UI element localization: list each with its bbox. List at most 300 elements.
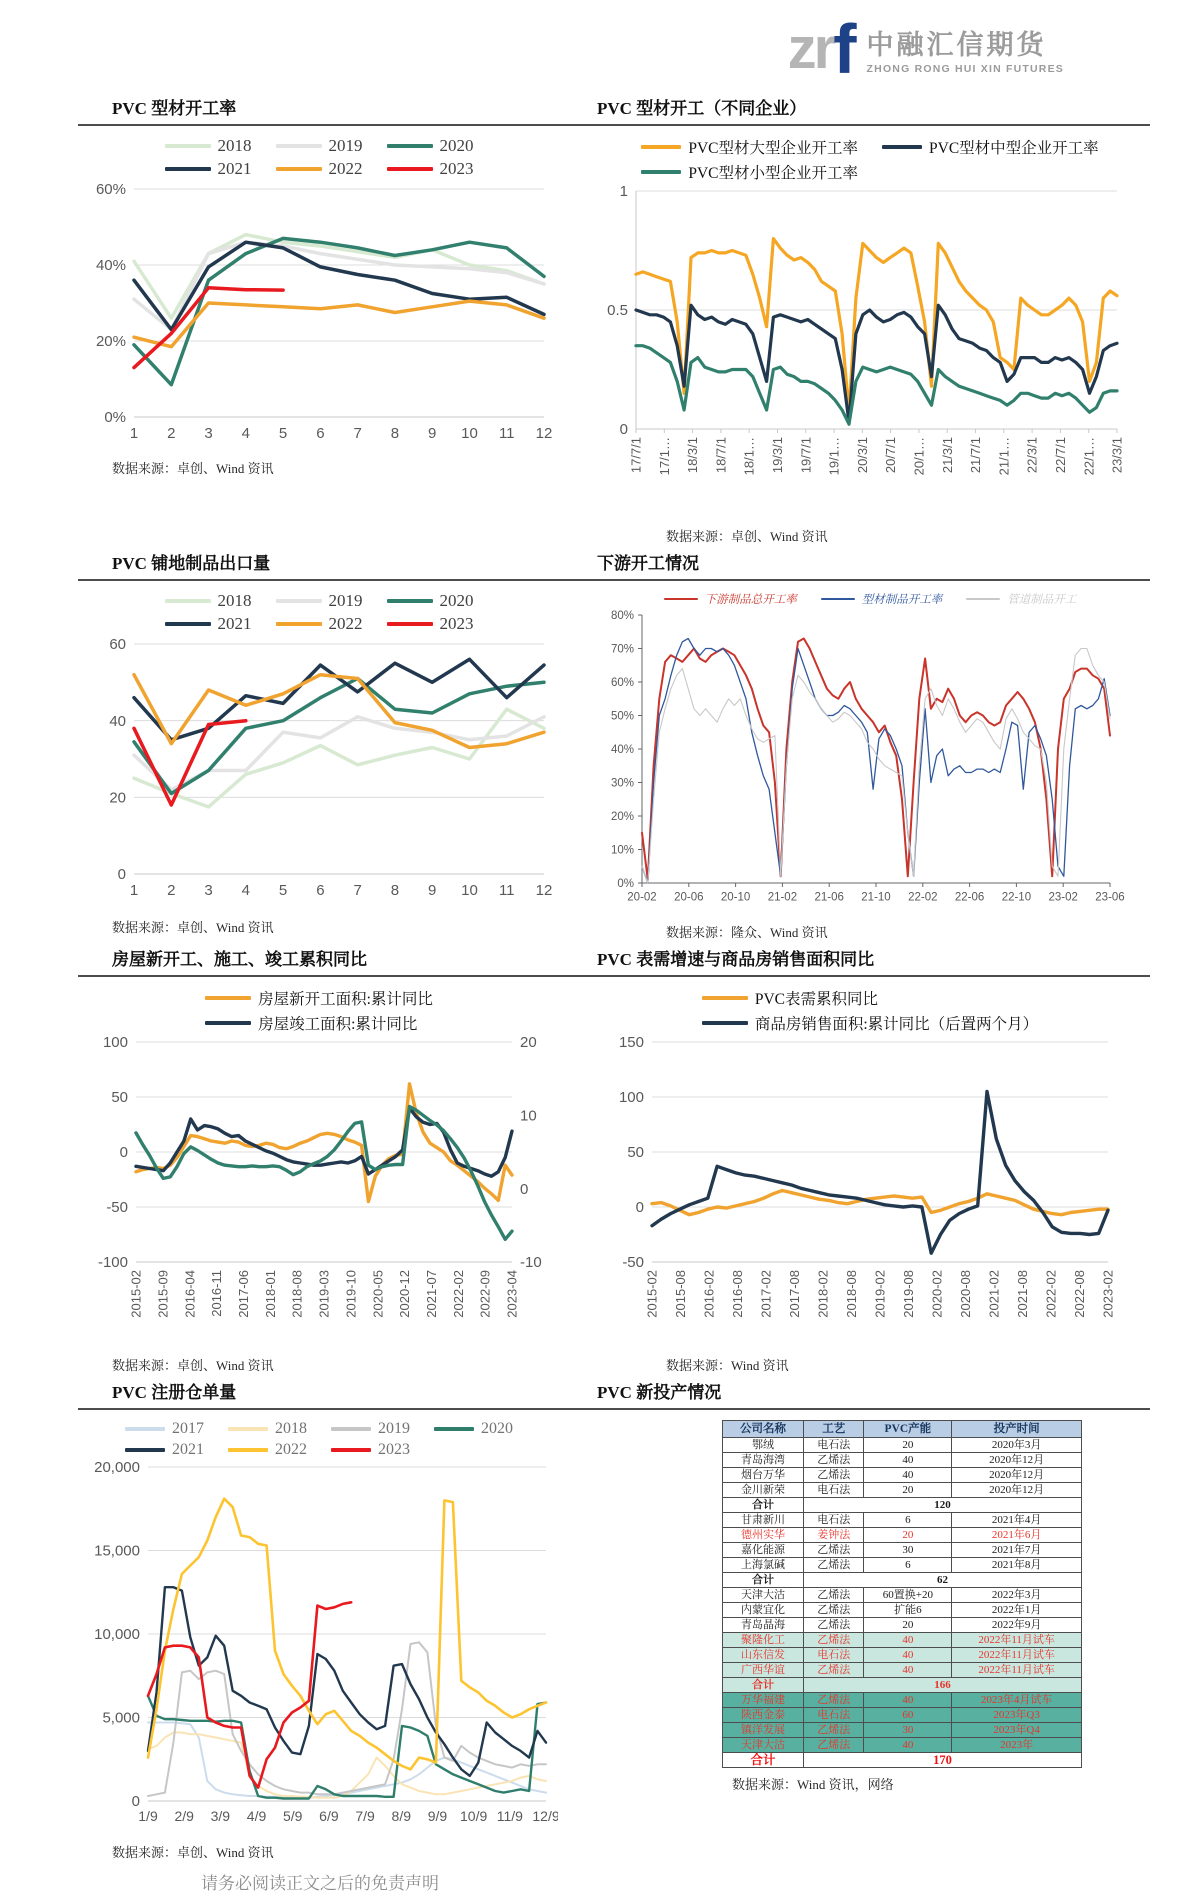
svg-text:8/9: 8/9: [391, 1808, 412, 1824]
legend-swatch: [125, 1427, 165, 1431]
svg-text:20%: 20%: [610, 810, 634, 823]
logo-zr: zr: [787, 16, 834, 81]
chart-pvc-flooring-export: [80, 591, 558, 911]
svg-text:11/9: 11/9: [496, 1808, 523, 1824]
svg-text:2020-05: 2020-05: [370, 1270, 386, 1318]
chart-title-pvc-flooring-export: PVC 铺地制品出口量: [112, 554, 271, 573]
legend-item: [702, 987, 1038, 1009]
svg-text:10: 10: [461, 882, 478, 899]
svg-text:100: 100: [102, 1034, 128, 1052]
svg-text:60%: 60%: [610, 676, 634, 689]
table-cell: 烟台万华: [723, 1468, 804, 1483]
legend-label: 2018: [217, 136, 252, 155]
svg-text:5/9: 5/9: [282, 1808, 303, 1824]
legend-swatch: [641, 170, 681, 174]
legend-swatch: [387, 144, 433, 148]
svg-text:9/9: 9/9: [427, 1808, 448, 1824]
svg-text:2019-03: 2019-03: [316, 1270, 332, 1318]
table-cell: 嘉化能源: [723, 1543, 804, 1558]
table-cell: 2020年12月: [952, 1483, 1082, 1498]
legend-swatch: [664, 598, 698, 601]
legend-item: [276, 136, 363, 156]
table-row: [723, 1663, 1082, 1678]
table-cell: 20: [864, 1438, 952, 1453]
table-cell: 2023年Q4: [952, 1723, 1082, 1738]
svg-text:5: 5: [278, 882, 288, 899]
table-cell: 电石法: [804, 1483, 864, 1498]
legend-item: [387, 136, 474, 156]
legend-label: 房屋新开工面积:累计同比: [258, 991, 433, 1008]
svg-text:2017-08: 2017-08: [787, 1270, 803, 1318]
table-cell: 金川新荣: [723, 1483, 804, 1498]
table-cell: 2022年11月试车: [952, 1633, 1082, 1648]
svg-text:11: 11: [498, 425, 515, 442]
table-cell: 乙烯法: [804, 1453, 864, 1468]
table-cell: 合计: [723, 1573, 804, 1588]
svg-text:7: 7: [353, 882, 362, 899]
legend-item: [434, 1420, 513, 1438]
table-cell: 40: [864, 1633, 952, 1648]
legend-item: [966, 591, 1076, 607]
svg-text:21/1…: 21/1…: [996, 437, 1012, 476]
legend-swatch: [165, 167, 211, 171]
svg-text:40: 40: [109, 712, 126, 730]
svg-text:2016-08: 2016-08: [730, 1270, 746, 1318]
legend-label: 2022: [328, 159, 363, 178]
legend-label: 型材制品开工率: [861, 594, 943, 606]
svg-text:10: 10: [520, 1107, 537, 1125]
table-row: [723, 1453, 1082, 1468]
svg-text:15,000: 15,000: [94, 1542, 140, 1560]
chart-legend: [590, 136, 1150, 183]
svg-text:2022-09: 2022-09: [477, 1270, 493, 1318]
legend-item: [387, 591, 474, 611]
svg-text:2020-08: 2020-08: [958, 1270, 974, 1318]
data-source-label: 数据来源：卓创、Wind 资讯: [666, 529, 828, 544]
svg-text:2018-08: 2018-08: [289, 1270, 305, 1318]
legend-label: PVC型材小型企业开工率: [688, 165, 858, 182]
svg-text:0.5: 0.5: [607, 302, 628, 320]
table-cell: 鄂绒: [723, 1438, 804, 1453]
svg-text:2018-01: 2018-01: [262, 1270, 278, 1318]
table-cell: 40: [864, 1663, 952, 1678]
table-cell: 2023年4月试车: [952, 1693, 1082, 1708]
section-row-4: [0, 1378, 1190, 1861]
svg-text:2022-08: 2022-08: [1072, 1270, 1088, 1318]
table-cell: 2022年11月试车: [952, 1663, 1082, 1678]
legend-item: [882, 136, 1099, 158]
legend-swatch: [276, 599, 322, 603]
svg-text:2020-02: 2020-02: [929, 1270, 945, 1318]
table-row: [723, 1603, 1082, 1618]
legend-label: 2018: [275, 1420, 307, 1437]
disclaimer-text: 请务必阅读正文之后的免责声明: [201, 1874, 439, 1893]
svg-text:2018-02: 2018-02: [815, 1270, 831, 1318]
legend-item: [276, 159, 363, 179]
legend-label: 2019: [328, 591, 363, 610]
legend-label: 商品房销售面积:累计同比（后置两个月）: [754, 1016, 1039, 1033]
table-row: [723, 1708, 1082, 1723]
svg-text:0: 0: [619, 421, 628, 439]
legend-item: [702, 1012, 1038, 1034]
table-row: [723, 1618, 1082, 1633]
svg-text:150: 150: [618, 1034, 644, 1052]
table-row: [723, 1468, 1082, 1483]
svg-text:2: 2: [167, 882, 176, 899]
legend-item: [165, 136, 252, 156]
table-cell: 乙烯法: [804, 1558, 864, 1573]
svg-text:2023-02: 2023-02: [1100, 1270, 1116, 1318]
svg-text:0: 0: [119, 1144, 128, 1162]
legend-swatch: [702, 1021, 748, 1026]
svg-text:12/9: 12/9: [532, 1808, 558, 1824]
svg-text:20-02: 20-02: [627, 891, 657, 904]
chart-pvc-demand-vs-housing-sales: [590, 987, 1150, 1349]
table-cell: 2023年: [952, 1738, 1082, 1753]
legend-label: 2022: [328, 614, 363, 633]
series-2022: [134, 675, 544, 748]
series-2023: [134, 288, 283, 368]
legend-label: 下游制品总开工率: [704, 594, 797, 606]
section-row-3: [0, 945, 1190, 1374]
svg-text:7: 7: [353, 425, 362, 442]
table-cell: 20: [864, 1483, 952, 1498]
legend-item: [125, 1441, 204, 1459]
legend-item: [165, 591, 252, 611]
table-cell: 合计: [723, 1678, 804, 1693]
table-cell: 青岛海湾: [723, 1453, 804, 1468]
table-cell: 乙烯法: [804, 1723, 864, 1738]
svg-text:2017-02: 2017-02: [758, 1270, 774, 1318]
legend-label: 2023: [439, 159, 474, 178]
legend-item: [387, 159, 474, 179]
chart-downstream-operation: [590, 591, 1150, 916]
svg-text:40%: 40%: [610, 743, 634, 756]
svg-text:22-10: 22-10: [1001, 891, 1032, 904]
svg-text:2022-02: 2022-02: [450, 1270, 466, 1318]
table-cell: 乙烯法: [804, 1693, 864, 1708]
table-cell: 合计: [723, 1753, 804, 1768]
table-cell: 陕西金泰: [723, 1708, 804, 1723]
svg-text:1: 1: [619, 183, 628, 201]
svg-text:5: 5: [278, 425, 288, 442]
legend-label: 2023: [439, 614, 474, 633]
chart-legend: [80, 136, 558, 179]
svg-text:23-06: 23-06: [1095, 891, 1125, 904]
table-cell: 合计: [723, 1498, 804, 1513]
svg-text:0: 0: [131, 1793, 140, 1811]
svg-text:2/9: 2/9: [174, 1808, 194, 1824]
svg-text:22/1…: 22/1…: [1081, 437, 1097, 476]
table-cell: 电石法: [804, 1708, 864, 1723]
svg-text:6: 6: [316, 882, 325, 899]
svg-text:-50: -50: [106, 1199, 128, 1217]
table-cell: 万华福建: [723, 1693, 804, 1708]
legend-swatch: [821, 598, 855, 601]
table-row: [723, 1483, 1082, 1498]
section-row-1: [0, 94, 1190, 545]
svg-text:21-02: 21-02: [767, 891, 798, 904]
svg-text:0%: 0%: [104, 409, 126, 427]
svg-text:2018-08: 2018-08: [844, 1270, 860, 1318]
svg-text:22-02: 22-02: [908, 891, 938, 904]
legend-swatch: [331, 1427, 371, 1431]
legend-label: PVC型材中型企业开工率: [929, 140, 1099, 157]
chart-legend: [590, 987, 1150, 1034]
chart-canvas: [590, 183, 1135, 515]
svg-text:20/7/1: 20/7/1: [883, 437, 899, 474]
svg-text:2015-02: 2015-02: [128, 1270, 144, 1318]
table-cell: 6: [864, 1513, 952, 1528]
svg-text:18/3/1: 18/3/1: [685, 437, 701, 474]
svg-text:20: 20: [109, 789, 126, 807]
legend-label: 管道制品开工: [1007, 594, 1077, 606]
table-cell: 扩能6: [864, 1603, 952, 1618]
svg-text:21/7/1: 21/7/1: [968, 437, 984, 474]
table-cell: 120: [804, 1498, 1082, 1513]
chart-title-pvc-profile-by-size: PVC 型材开工（不同企业）: [597, 99, 807, 118]
svg-text:100: 100: [618, 1089, 644, 1107]
svg-text:20-06: 20-06: [674, 891, 704, 904]
svg-text:20,000: 20,000: [94, 1459, 140, 1477]
table-row: [723, 1438, 1082, 1453]
svg-text:80%: 80%: [610, 609, 634, 622]
legend-swatch: [228, 1427, 268, 1431]
svg-text:4/9: 4/9: [246, 1808, 267, 1824]
table-cell: 乙烯法: [804, 1633, 864, 1648]
svg-text:0%: 0%: [617, 877, 634, 890]
svg-text:21-10: 21-10: [861, 891, 891, 904]
series-2018: [134, 709, 544, 807]
pvc-new-capacity-table: [722, 1420, 1082, 1768]
legend-swatch: [966, 598, 1000, 601]
svg-text:2019-02: 2019-02: [872, 1270, 888, 1318]
table-row: [723, 1723, 1082, 1738]
svg-text:30%: 30%: [610, 777, 634, 790]
table-cell: 2021年6月: [952, 1528, 1082, 1543]
svg-text:3: 3: [204, 882, 213, 899]
table-cell: 甘肃新川: [723, 1513, 804, 1528]
svg-text:2019-08: 2019-08: [901, 1270, 917, 1318]
legend-label: PVC表需累积同比: [754, 991, 878, 1008]
legend-label: 2023: [378, 1441, 410, 1458]
table-cell: 30: [864, 1723, 952, 1738]
legend-swatch: [205, 996, 251, 1001]
legend-swatch: [331, 1448, 371, 1452]
svg-text:17/7/1: 17/7/1: [628, 437, 644, 474]
svg-text:2: 2: [167, 425, 176, 442]
table-cell: 上海氯碱: [723, 1558, 804, 1573]
svg-text:60: 60: [109, 636, 126, 654]
svg-text:2020-12: 2020-12: [397, 1270, 413, 1318]
table-row: [723, 1573, 1082, 1588]
svg-text:-50: -50: [622, 1254, 644, 1272]
table-cell: 40: [864, 1648, 952, 1663]
table-cell: 电石法: [804, 1648, 864, 1663]
table-cell: 乙烯法: [804, 1543, 864, 1558]
table-header-cell: 公司名称: [723, 1421, 804, 1438]
table-cell: 乙烯法: [804, 1663, 864, 1678]
legend-item: [821, 591, 943, 607]
svg-text:21/3/1: 21/3/1: [939, 437, 955, 474]
table-cell: 天津大沽: [723, 1738, 804, 1753]
legend-swatch: [125, 1448, 165, 1452]
svg-text:20%: 20%: [95, 333, 126, 351]
table-cell: 姜钟法: [804, 1528, 864, 1543]
svg-text:2015-09: 2015-09: [155, 1270, 171, 1318]
svg-text:6/9: 6/9: [319, 1808, 339, 1824]
svg-text:2021-08: 2021-08: [1015, 1270, 1031, 1318]
table-row: [723, 1738, 1082, 1753]
svg-text:18/1…: 18/1…: [741, 437, 757, 476]
svg-text:1/9: 1/9: [138, 1808, 158, 1824]
table-header-cell: PVC产能: [864, 1421, 952, 1438]
chart-title-housing-yoy: 房屋新开工、施工、竣工累积同比: [112, 950, 367, 969]
chart-canvas: [80, 634, 558, 906]
svg-text:2023-04: 2023-04: [504, 1270, 520, 1318]
legend-swatch: [205, 1021, 251, 1026]
svg-text:19/7/1: 19/7/1: [798, 437, 814, 474]
table-cell: 镇洋发展: [723, 1723, 804, 1738]
table-row: [723, 1648, 1082, 1663]
table-cell: 170: [804, 1753, 1082, 1768]
svg-text:2016-11: 2016-11: [209, 1270, 225, 1317]
svg-text:8: 8: [390, 425, 400, 442]
logo-company-name-en: ZHONG RONG HUI XIN FUTURES: [866, 63, 1064, 75]
chart-legend: [80, 1420, 558, 1459]
svg-text:0: 0: [635, 1199, 644, 1217]
legend-item: [641, 161, 858, 183]
data-source-label: 数据来源：隆众、Wind 资讯: [666, 925, 828, 940]
legend-swatch: [276, 167, 322, 171]
logo-f: f: [833, 10, 857, 88]
table-cell: 天津大沽: [723, 1588, 804, 1603]
svg-text:8: 8: [390, 882, 400, 899]
table-cell: 2023年Q3: [952, 1708, 1082, 1723]
legend-swatch: [165, 144, 211, 148]
svg-text:10%: 10%: [610, 844, 634, 857]
svg-text:19/1…: 19/1…: [826, 437, 842, 476]
svg-text:22-06: 22-06: [954, 891, 985, 904]
table-header-cell: 投产时间: [952, 1421, 1082, 1438]
series-2022: [134, 301, 544, 347]
table-cell: 乙烯法: [804, 1588, 864, 1603]
legend-swatch: [165, 622, 211, 626]
table-cell: 6: [864, 1558, 952, 1573]
table-header-cell: 工艺: [804, 1421, 864, 1438]
legend-swatch: [228, 1448, 268, 1452]
table-cell: 20: [864, 1528, 952, 1543]
svg-text:0: 0: [117, 866, 126, 884]
legend-swatch: [387, 599, 433, 603]
table-cell: 广西华谊: [723, 1663, 804, 1678]
svg-text:50%: 50%: [610, 710, 634, 723]
svg-text:5,000: 5,000: [102, 1709, 140, 1727]
svg-text:12: 12: [535, 425, 553, 442]
chart-legend: [80, 591, 558, 634]
legend-item: [276, 591, 363, 611]
svg-text:20-10: 20-10: [720, 891, 751, 904]
legend-label: 2017: [172, 1420, 204, 1437]
legend-swatch: [641, 145, 681, 149]
svg-text:0: 0: [520, 1180, 529, 1198]
legend-label: 2020: [481, 1420, 513, 1437]
table-cell: 40: [864, 1453, 952, 1468]
data-source-label: 数据来源：Wind 资讯: [666, 1358, 789, 1373]
svg-text:1: 1: [129, 882, 139, 899]
table-header-row: [723, 1421, 1082, 1438]
legend-swatch: [882, 145, 922, 149]
svg-text:2016-04: 2016-04: [182, 1270, 198, 1318]
table-cell: 乙烯法: [804, 1603, 864, 1618]
data-source-label: 数据来源：卓创、Wind 资讯: [112, 920, 274, 935]
svg-text:10: 10: [461, 425, 478, 442]
legend-item: [641, 136, 858, 158]
table-cell: 2020年12月: [952, 1468, 1082, 1483]
company-logo: [787, 10, 1064, 88]
chart-canvas: [590, 607, 1130, 911]
svg-text:9: 9: [428, 882, 437, 899]
svg-text:22/3/1: 22/3/1: [1024, 437, 1040, 474]
table-cell: 2022年11月试车: [952, 1648, 1082, 1663]
table-cell: 2022年3月: [952, 1588, 1082, 1603]
svg-text:2015-08: 2015-08: [673, 1270, 689, 1318]
table-row: [723, 1543, 1082, 1558]
legend-label: 2022: [275, 1441, 307, 1458]
table-cell: 2021年4月: [952, 1513, 1082, 1528]
legend-swatch: [276, 622, 322, 626]
svg-text:10/9: 10/9: [460, 1808, 488, 1824]
table-cell: 2020年3月: [952, 1438, 1082, 1453]
series-unlabeled: [136, 1107, 512, 1240]
svg-text:50: 50: [627, 1144, 644, 1162]
table-row: [723, 1693, 1082, 1708]
data-source-label: 数据来源：卓创、Wind 资讯: [112, 1358, 274, 1373]
svg-text:18/7/1: 18/7/1: [713, 437, 729, 474]
svg-text:60%: 60%: [95, 181, 126, 199]
svg-text:3/9: 3/9: [210, 1808, 231, 1824]
table-title-pvc-new-capacity: PVC 新投产情况: [597, 1383, 722, 1402]
legend-label: 房屋竣工面积:累计同比: [258, 1016, 418, 1033]
table-cell: 青岛晶海: [723, 1618, 804, 1633]
svg-text:3: 3: [204, 425, 213, 442]
svg-text:2017-06: 2017-06: [235, 1270, 251, 1318]
table-cell: 德州实华: [723, 1528, 804, 1543]
svg-text:19/3/1: 19/3/1: [770, 437, 786, 474]
table-cell: 山东信发: [723, 1648, 804, 1663]
legend-item: [331, 1420, 410, 1438]
table-cell: 2021年7月: [952, 1543, 1082, 1558]
svg-text:4: 4: [241, 425, 250, 442]
chart-pvc-profile-by-size: [590, 136, 1150, 520]
svg-text:2021-02: 2021-02: [986, 1270, 1002, 1318]
table-cell: 乙烯法: [804, 1738, 864, 1753]
table-row: [723, 1513, 1082, 1528]
svg-text:2022-02: 2022-02: [1043, 1270, 1059, 1318]
legend-item: [165, 614, 252, 634]
svg-text:22/7/1: 22/7/1: [1052, 437, 1068, 474]
table-cell: 2021年8月: [952, 1558, 1082, 1573]
table-cell: 40: [864, 1468, 952, 1483]
svg-text:2015-02: 2015-02: [644, 1270, 660, 1318]
table-row: [723, 1528, 1082, 1543]
legend-item: [228, 1441, 307, 1459]
table-cell: 乙烯法: [804, 1618, 864, 1633]
table-cell: 60: [864, 1708, 952, 1723]
svg-text:-100: -100: [97, 1254, 128, 1272]
legend-label: PVC型材大型企业开工率: [688, 140, 858, 157]
svg-text:-10: -10: [520, 1254, 542, 1272]
